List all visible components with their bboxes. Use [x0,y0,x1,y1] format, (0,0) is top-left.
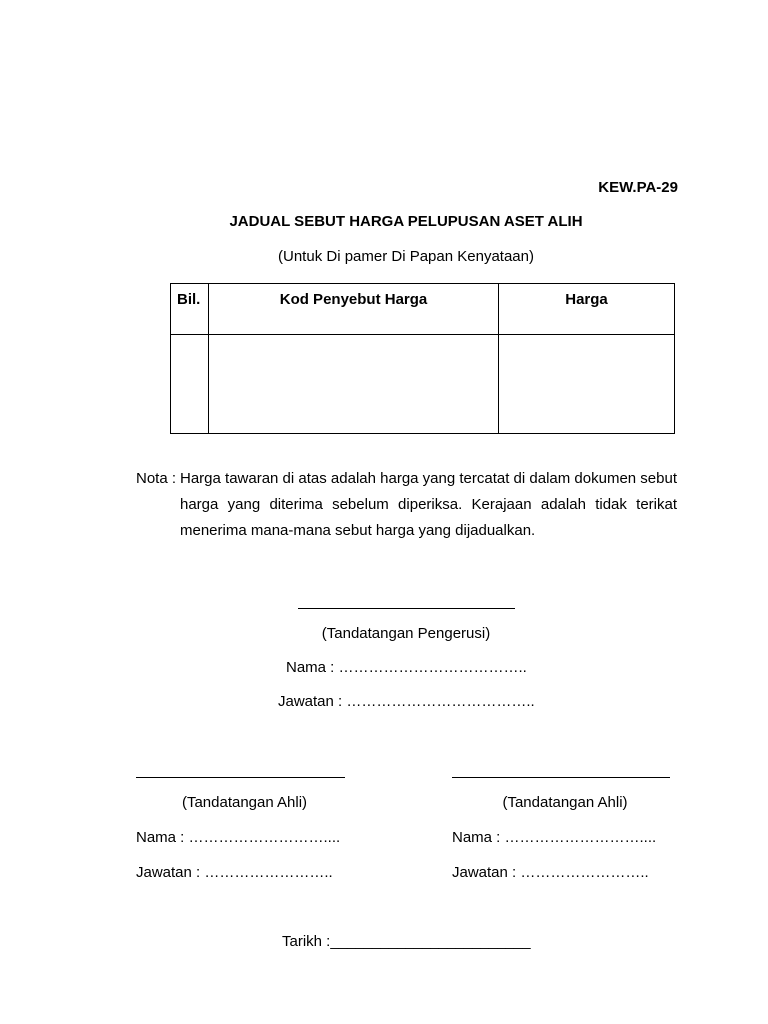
table-cell-kod[interactable] [209,335,499,434]
note-text: Harga tawaran di atas adalah harga yang tercatat di dalam dokumen sebut harga yang diterima sebelum diperiksa. Kerajaan adalah tidak terikat menerima mana-mana sebut harga yang dijadualkan. [180,470,677,539]
note-block [136,466,677,544]
expert-left-signature-label: (Tandatangan Ahli) [181,794,308,811]
table-row [171,335,675,434]
form-code: KEW.PA-29 [598,179,678,196]
column-header-bil: Bil. [171,284,209,335]
table-cell-harga[interactable] [499,335,675,434]
document-title: JADUAL SEBUT HARGA PELUPUSAN ASET ALIH [229,213,583,230]
expert-left-position-line[interactable]: Jawatan : …………………….. [136,864,333,881]
price-table [170,283,675,434]
note-label: Nota : [136,470,177,487]
chairman-signature-line[interactable] [298,608,515,609]
expert-right-position-line[interactable]: Jawatan : …………………….. [452,864,649,881]
expert-left-signature-line[interactable] [136,777,345,778]
chairman-signature-label: (Tandatangan Pengerusi) [321,625,491,642]
table-header-row [171,284,675,335]
document-subtitle: (Untuk Di pamer Di Papan Kenyataan) [278,248,534,265]
expert-right-signature-label: (Tandatangan Ahli) [502,794,628,811]
expert-left-name-line[interactable]: Nama : ……………………….... [136,829,341,846]
column-header-harga: Harga [499,284,675,335]
chairman-position-line[interactable]: Jawatan : ……………………………….. [278,693,535,710]
column-header-kod: Kod Penyebut Harga [209,284,499,335]
expert-right-signature-line[interactable] [452,777,670,778]
expert-right-name-line[interactable]: Nama : ……………………….... [452,829,657,846]
chairman-name-line[interactable]: Nama : ……………………………….. [286,659,527,676]
table-cell-bil[interactable] [171,335,209,434]
date-field[interactable]: Tarikh :________________________ [282,933,531,950]
